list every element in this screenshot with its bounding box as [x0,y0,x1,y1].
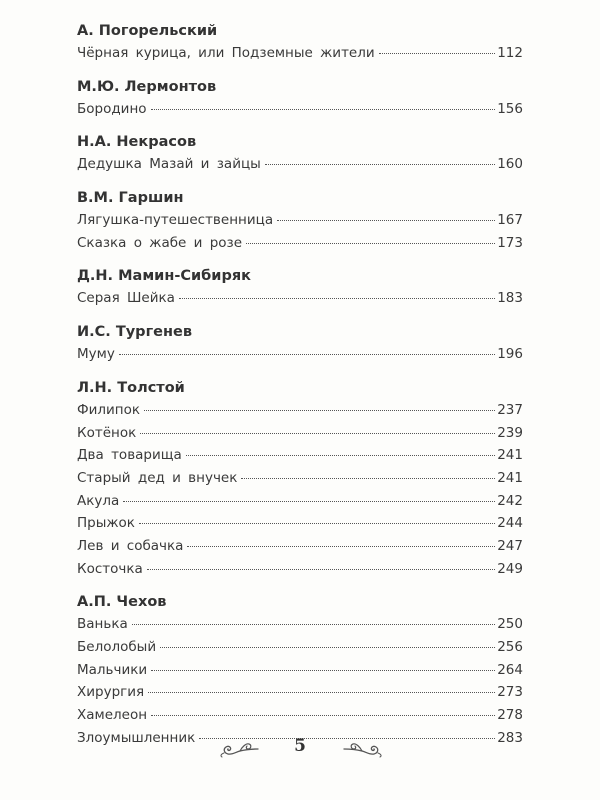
entry-title: Акула [77,492,120,509]
toc-entry[interactable] [77,444,523,467]
entry-page: 247 [497,537,523,554]
entry-page: 278 [497,707,523,724]
entry-page: 264 [497,661,523,678]
author-heading: Л.Н. Толстой [77,379,185,396]
toc-entry[interactable] [77,558,523,581]
dot-leader [151,109,496,110]
entry-title: Сказка о жабе и розе [77,234,243,251]
dot-leader [265,164,495,165]
entry-page: 173 [497,234,523,251]
toc-entry[interactable] [77,422,523,445]
toc-entry[interactable] [77,209,523,232]
entry-title: Лев и собачка [77,537,184,554]
dot-leader [151,715,495,716]
dot-leader [277,220,495,221]
dot-leader [147,569,495,570]
author-heading: М.Ю. Лермонтов [77,78,217,95]
entry-title: Ванька [77,616,128,633]
entry-page: 242 [497,492,523,509]
entry-title: Филипок [77,401,141,418]
toc-entry[interactable] [77,287,523,310]
toc-entry[interactable] [77,490,523,513]
entry-title: Старый дед и внучек [77,469,238,486]
toc-entry[interactable] [77,512,523,535]
author-heading: В.М. Гаршин [77,190,184,207]
dot-leader [132,624,495,625]
dot-leader [379,53,496,54]
toc-entry[interactable] [77,636,523,659]
toc-entry[interactable] [77,467,523,490]
dot-leader [144,410,495,411]
entry-title: Бородино [77,100,147,117]
toc-entry[interactable] [77,399,523,422]
entry-title: Два товарища [77,447,182,464]
toc-entry[interactable] [77,343,523,366]
entry-title: Лягушка-путешественница [77,212,274,229]
toc-entry[interactable] [77,704,523,727]
entry-title: Хирургия [77,684,145,701]
author-heading: А. Погорельский [77,23,218,39]
entry-title: Серая Шейка [77,290,175,307]
dot-leader [123,501,495,502]
entry-title: Дедушка Мазай и зайцы [77,156,261,173]
entry-page: 241 [497,447,523,464]
dot-leader [119,354,495,355]
entry-title: Муму [77,346,115,363]
entry-title: Мальчики [77,661,148,678]
toc-entry[interactable] [77,613,523,636]
author-heading: Н.А. Некрасов [77,134,197,151]
dot-leader [151,670,495,671]
entry-page: 196 [497,346,523,363]
dot-leader [179,298,495,299]
author-heading: И.С. Тургенев [77,324,193,341]
toc-entry[interactable] [77,42,523,65]
entry-title: Белолобый [77,639,157,655]
toc-entry[interactable] [77,98,523,121]
entry-title: Хамелеон [77,707,148,724]
entry-page: 250 [497,616,523,633]
entry-page: 237 [497,401,523,418]
toc-entry[interactable] [77,659,523,682]
dot-leader [139,523,495,524]
toc-entry[interactable] [77,535,523,558]
entry-title: Котёнок [77,424,137,441]
dot-leader [186,455,495,456]
toc-entry[interactable] [77,153,523,176]
table-of-contents [77,14,523,749]
entry-page: 241 [497,469,523,486]
author-heading: Д.Н. Мамин-Сибиряк [77,268,251,285]
entry-page: 256 [497,639,523,655]
entry-title: Прыжок [77,515,135,532]
dot-leader [246,243,495,244]
entry-page: 249 [497,560,523,577]
toc-entry[interactable] [77,232,523,255]
entry-title: Косточка [77,560,143,577]
toc-entry[interactable] [77,681,523,704]
dot-leader [160,647,495,648]
swirl-ornament-right-icon [342,738,384,764]
entry-page: 283 [497,729,523,746]
dot-leader [241,478,495,479]
entry-page: 244 [497,515,523,532]
entry-page: 183 [497,290,523,307]
entry-page: 160 [497,156,523,173]
dot-leader [148,692,495,693]
entry-page: 239 [497,424,523,441]
page-number: 5 [294,736,306,756]
dot-leader [140,433,495,434]
entry-title: Злоумышленник [77,729,196,746]
entry-page: 167 [497,212,523,229]
entry-title: Чёрная курица, или Подземные жители [77,45,375,61]
page-footer [0,732,600,772]
author-heading: А.П. Чехов [77,594,167,611]
entry-page: 273 [497,684,523,701]
entry-page: 112 [497,45,523,61]
dot-leader [187,546,495,547]
entry-page: 156 [497,100,523,117]
